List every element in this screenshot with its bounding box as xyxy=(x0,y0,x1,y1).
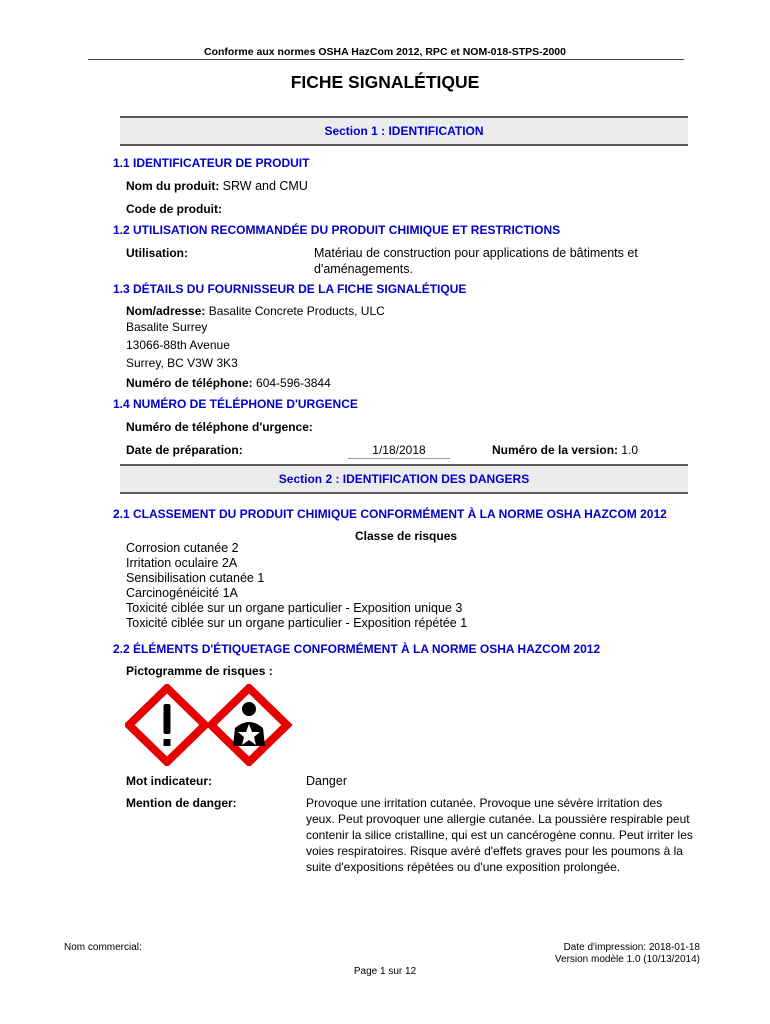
hazard-class-header: Classe de risques xyxy=(355,529,458,543)
product-code-label: Code de produit: xyxy=(126,202,222,216)
product-name-label: Nom du produit: xyxy=(126,179,220,193)
subsection-1-3-title: 1.3 DÉTAILS DU FOURNISSEUR DE LA FICHE SIGNALÉTIQUE xyxy=(113,282,467,296)
hazard-class-item: Corrosion cutanée 2 xyxy=(126,541,239,555)
hazard-class-item: Sensibilisation cutanée 1 xyxy=(126,571,265,585)
address-line-3: 13066-88th Avenue xyxy=(126,338,230,352)
hazard-statement-line: voies respiratoires. Risque avéré d'effets graves pour les poumons à la xyxy=(306,844,683,858)
prep-date-value: 1/18/2018 xyxy=(348,442,450,459)
phone-value: 604-596-3844 xyxy=(256,376,331,390)
compliance-header: Conforme aux normes OSHA HazCom 2012, RPC et NOM-018-STPS-2000 xyxy=(204,46,566,58)
template-version: Version modèle 1.0 (10/13/2014) xyxy=(554,954,700,965)
hazard-class-item: Toxicité ciblée sur un organe particulier - Exposition unique 3 xyxy=(126,601,463,615)
use-value: Matériau de construction pour applications de bâtiments et d'aménagements. xyxy=(314,246,638,276)
subsection-1-1-title: 1.1 IDENTIFICATEUR DE PRODUIT xyxy=(113,156,310,170)
address-line-4: Surrey, BC V3W 3K3 xyxy=(126,356,238,370)
pictogram-row xyxy=(125,684,295,766)
subsection-1-4-title: 1.4 NUMÉRO DE TÉLÉPHONE D'URGENCE xyxy=(113,397,358,411)
prep-date-label: Date de préparation: xyxy=(126,443,243,457)
hazard-class-item: Carcinogénéicité 1A xyxy=(126,586,238,600)
print-date: Date d'impression: 2018-01-18 xyxy=(563,942,700,953)
hazard-statement-label: Mention de danger: xyxy=(126,796,237,810)
print-info xyxy=(555,942,700,966)
signal-word-label: Mot indicateur: xyxy=(126,774,212,788)
address-line-2: Basalite Surrey xyxy=(126,320,208,334)
pictogram-label: Pictogramme de risques : xyxy=(126,664,273,678)
hazard-statement-line: Provoque une irritation cutanée. Provoque une sévère irritation des xyxy=(306,796,663,810)
address-line-1: Basalite Concrete Products, ULC xyxy=(208,304,385,318)
phone-row xyxy=(126,375,331,391)
hazard-statement-text xyxy=(306,795,693,875)
section-1-heading: Section 1 : IDENTIFICATION xyxy=(120,116,688,146)
version-value: 1.0 xyxy=(621,443,639,457)
exclamation-mark-icon xyxy=(129,688,205,762)
hazard-statement-line: contenir la silice cristalline, qui est un cancérogène connu. Peut irriter les xyxy=(306,828,693,842)
trade-name-label: Nom commercial: xyxy=(64,942,142,953)
section-2-heading: Section 2 : IDENTIFICATION DES DANGERS xyxy=(120,464,688,494)
header-rule xyxy=(88,59,684,60)
phone-label: Numéro de téléphone: xyxy=(126,376,253,390)
hazard-class-item: Irritation oculaire 2A xyxy=(126,556,238,570)
product-name-row xyxy=(126,178,308,194)
hazard-class-item: Toxicité ciblée sur un organe particulier - Exposition répétée 1 xyxy=(126,616,468,630)
subsection-1-2-title: 1.2 UTILISATION RECOMMANDÉE DU PRODUIT CHIMIQUE ET RESTRICTIONS xyxy=(113,223,561,237)
address-label: Nom/adresse: xyxy=(126,304,206,318)
product-name-value: SRW and CMU xyxy=(222,179,308,193)
hazard-statement-line: yeux. Peut provoquer une allergie cutanée. La poussière respirable peut xyxy=(306,812,690,826)
version-row xyxy=(492,442,638,458)
signal-word-value: Danger xyxy=(306,774,347,788)
page-number: Page 1 sur 12 xyxy=(353,966,417,977)
subsection-2-1-title: 2.1 CLASSEMENT DU PRODUIT CHIMIQUE CONFORMÉMENT À LA NORME OSHA HAZCOM 2012 xyxy=(113,507,667,521)
emergency-phone-label: Numéro de téléphone d'urgence: xyxy=(126,420,313,434)
hazard-statement-line: suite d'expositions répétées ou d'une exposition prolongée. xyxy=(306,860,621,874)
subsection-2-2-title: 2.2 ÉLÉMENTS D'ÉTIQUETAGE CONFORMÉMENT À LA NORME OSHA HAZCOM 2012 xyxy=(113,642,601,656)
health-hazard-icon xyxy=(211,688,287,762)
hazard-class-list xyxy=(126,541,467,631)
version-label: Numéro de la version: xyxy=(492,443,619,457)
use-label: Utilisation: xyxy=(126,246,188,260)
document-title: FICHE SIGNALÉTIQUE xyxy=(290,72,480,92)
address-block xyxy=(126,303,385,371)
